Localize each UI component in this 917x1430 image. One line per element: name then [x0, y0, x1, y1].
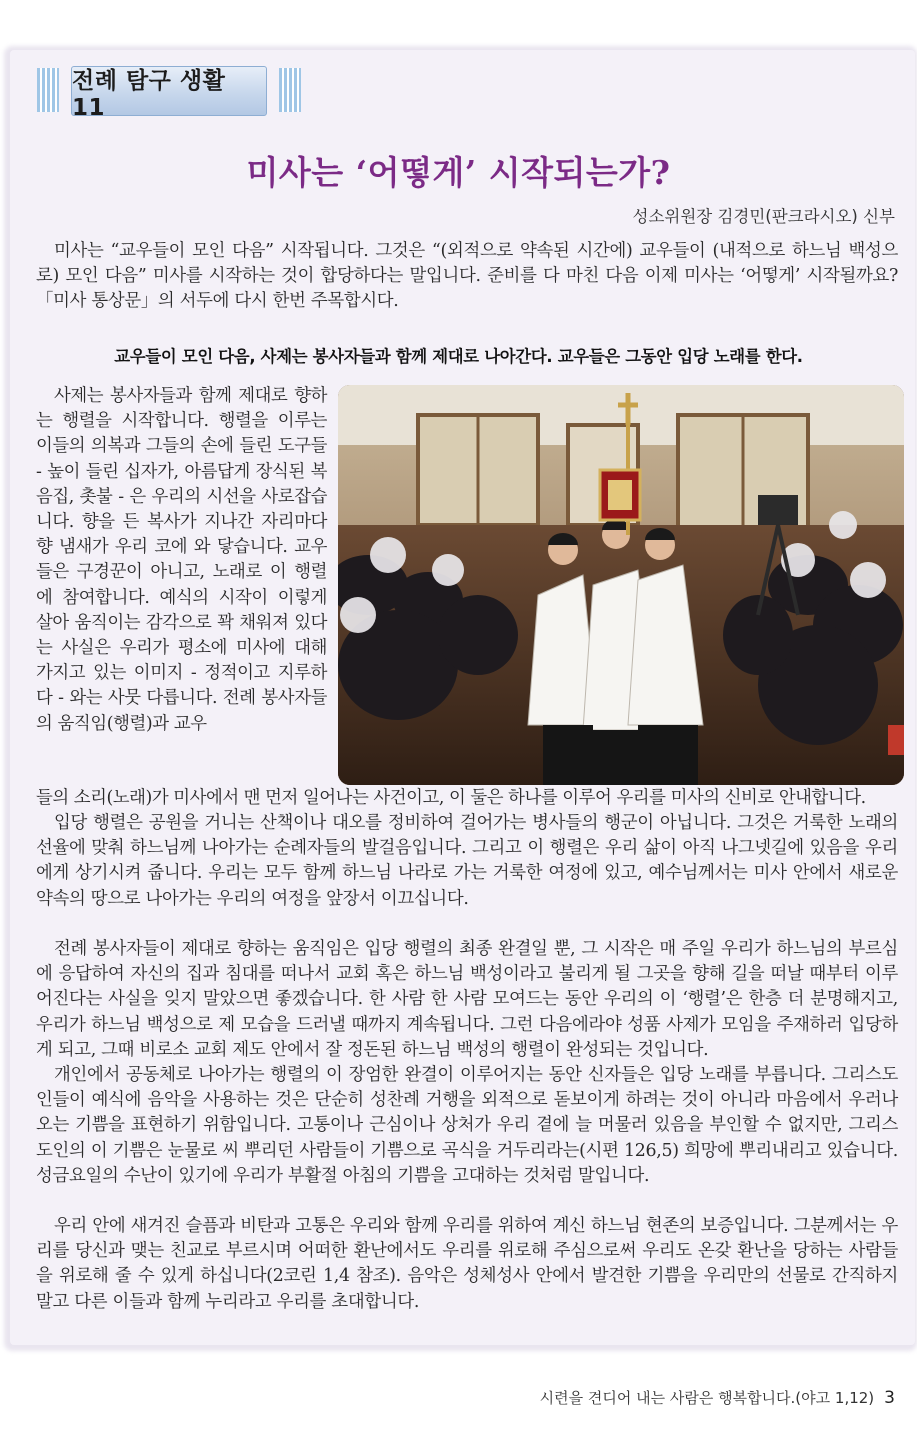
paragraph-column: 사제는 봉사자들과 함께 제대로 향하는 행렬을 시작합니다. 행렬을 이루는 이들의 의복과 그들의 손에 들린 도구들 - 높이 들린 십자가, 아름답게 장식된 복음집, 촛불 - 은 우리의 시선을 사로잡습니다. 향을 든 복사가 지나간 자리마다 향 냄새가 우리 코에 와 닿습니다. 교우들은 구경꾼이 아니고, 노래로 이 행렬에 참여합니다. 예식의 시작이 이렇게 살아 움직이는 감각으로 꽉 채워져 있다는 사실은 우리가 평소에 미사에 대해 가지고 있는 이미지 - 정적이고 지루하다 - 와는 사뭇 다릅니다. 전례 봉사자들의 움직임(행렬)과 교우 [36, 386, 327, 734]
paragraph-ministers-movement: 전례 봉사자들이 제대로 향하는 움직임은 입당 행렬의 최종 완결일 뿐, 그 시작은 매 주일 우리가 하느님의 부르심에 응답하여 자신의 집과 침대를 떠나서 교회 혹은 하느님 백성이라고 불리게 될 그곳을 향해 길을 떠날 때부터 이루어진다는 사실을 잊지 말았으면 좋겠습니다. 한 사람 한 사람 모여드는 동안 우리의 이 ‘행렬’은 한층 더 분명해지고, 우리가 하느님 백성으로 제 모습을 드러낼 때까지 계속됩니다. 그런 다음에라야 성품 사제가 모임을 주재하러 입당하게 되고, 그때 비로소 교회 제도 안에서 잘 정돈된 하느님 백성의 행렬이 완성되는 것입니다. [36, 939, 898, 1060]
procession-photo-illustration [338, 385, 904, 785]
paragraph-entrance-procession: 입당 행렬은 공원을 거니는 산책이나 대오를 정비하여 걸어가는 병사들의 행군이 아닙니다. 그것은 거룩한 노래의 선율에 맞춰 하느님께 나아가는 순례자들의 발걸음입니다. 그리고 이 행렬은 우리 삶이 아직 나그넷길에 있음을 우리에게 상기시켜 줍니다. 우리는 모두 함께 하느님 나라로 가는 거룩한 여정에 있고, 예수님께서는 미사 안에서 새로운 약속의 땅으로 나아가는 우리의 여정을 앞장서 이끄십니다. [36, 813, 898, 909]
badge-stripes-left [37, 68, 59, 112]
rubric-quote: 교우들이 모인 다음, 사제는 봉사자들과 함께 제대로 나아간다. 교우들은 그동안 입당 노래를 한다. [114, 347, 803, 366]
series-badge [37, 66, 301, 121]
procession-photo [338, 385, 904, 785]
page-footer [540, 1387, 895, 1408]
footer-quote: 시련을 견디어 내는 사람은 행복합니다.(야고 1,12) [539, 1389, 875, 1407]
paragraph-intro: 미사는 “교우들이 모인 다음” 시작됩니다. 그것은 “(외적으로 약속된 시간에) 교우들이 (내적으로 하느님 백성으로) 모인 다음” 미사를 시작하는 것이 합당하다는 말입니다. 준비를 다 마친 다음 이제 미사는 ‘어떻게’ 시작될까요? 「미사 통상문」의 서두에 다시 한번 주목합시다. [36, 241, 898, 312]
article-byline: 성소위원장 김경민(판크라시오) 신부 [632, 207, 895, 226]
paragraph-column-continued: 들의 소리(노래)가 미사에서 맨 먼저 일어나는 사건이고, 이 둘은 하나를 이루어 우리를 미사의 신비로 안내합니다. [36, 788, 866, 808]
paragraph-consolation: 우리 안에 새겨진 슬픔과 비탄과 고통은 우리와 함께 우리를 위하여 계신 하느님 현존의 보증입니다. 그분께서는 우리를 당신과 맺는 친교로 부르시며 어떠한 환난에서도 우리를 위로해 주심으로써 우리도 온갖 환난을 당하는 사람들을 위로해 줄 수 있게 하십니다(2코린 1,4 참조). 음악은 성체성사 안에서 발견한 기쁨을 우리만의 선물로 간직하지 말고 다른 이들과 함께 누리라고 우리를 초대합니다. [36, 1216, 898, 1312]
paragraph-entrance-song: 개인에서 공동체로 나아가는 행렬의 이 장엄한 완결이 이루어지는 동안 신자들은 입당 노래를 부릅니다. 그리스도인들이 예식에 음악을 사용하는 것은 단순히 성찬례 거행을 외적으로 돋보이게 하려는 것이 아니라 마음에서 우러나오는 기쁨을 표현하기 위함입니다. 고통이나 근심이나 상처가 우리 곁에 늘 머물러 있음을 부인할 수 없지만, 그리스도인의 이 기쁨은 눈물로 씨 뿌리던 사람들이 기쁨으로 곡식을 거두리라는(시편 126,5) 희망에 뿌리내리고 있습니다. 성금요일의 수난이 있기에 우리가 부활절 아침의 기쁨을 고대하는 것처럼 말입니다. [36, 1065, 898, 1186]
series-label: 전례 탐구 생활 11 [71, 66, 267, 116]
page-number: 3 [884, 1388, 895, 1408]
article-title: 미사는 ‘어떻게’ 시작되는가? [246, 153, 671, 192]
badge-stripes-right [279, 68, 301, 112]
